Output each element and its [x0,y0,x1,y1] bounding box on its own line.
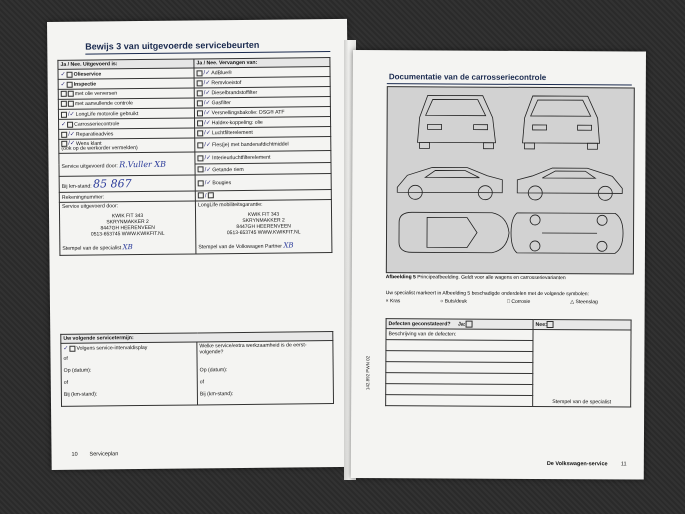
defects-header: Defecten geconstateerd? Ja: [386,319,533,330]
title-rule [85,51,330,55]
description-label-cell: Beschrijving van de defecten: [386,329,533,341]
row-right-9: /✓Getande riem [195,162,331,175]
left-footer-label: Serviceplan [89,451,119,458]
row-left-0: ✓ Olieservice [58,68,194,79]
row-left-7: /✓Wens klant (ook op de werkorder vermelden) [59,138,195,154]
next-work-cell: Welke service/extra werkzaamheid is de eerst-volgende? Op (datum): of Bij (km-stand): [197,341,334,405]
specialist-stamp-cell: Stempel van de specialist [533,329,631,407]
row-right-10: /✓Bougies [195,174,331,191]
row-right-6: /✓Luchtfilterelement [195,127,331,138]
symbol-dent: ○ Buts/deuk [440,298,467,305]
right-footer-label: De Volkswagen-service [546,461,608,468]
col2-header: Ja / Nee. Vervangen van: [194,58,330,68]
next-appointment-table [60,331,334,407]
next-interval-cell: ✓ Volgens service-intervaldisplay of Op (datum): of Bij (km-stand): [61,342,198,406]
defect-line-5 [386,384,533,396]
row-right-3: /✓Gasfilter [194,97,330,108]
right-page-number: 11 [620,461,627,468]
car-diagram [386,86,635,274]
side-code: 142.892 PWN 02 [365,355,371,391]
garage-stamp-2: KWIK FIT 343 SKRYNMAKKER 2 8447GH HEERENVEEN 0513-653745 WWW.KWIKFIT.NL [226,211,301,236]
symbol-legend [386,298,632,305]
right-page-title: Documentatie van de carrosseriecontrole [388,72,547,83]
defect-line-1 [386,340,533,352]
invoice-cell: Rekeningnummer: [59,191,195,202]
left-page-number: 10 [71,451,78,458]
col1-header: Ja / Nee. Uitgevoerd is: [58,59,194,69]
car-outline-svg [387,87,634,273]
row-right-8: /✓Interieurluchtfilterelement [195,151,331,164]
row-left-4: /✓LongLife motorolie gebruikt [58,108,194,119]
row-right-4: /✓Versnellingsbakolie: DSG® ATF [194,107,330,118]
symbol-stone-chip: △ Steenslag [570,299,598,306]
defects-table [385,318,631,407]
left-page [47,19,352,470]
row-right-5: /✓Haldex-koppeling: olie [195,117,331,128]
row-right-0: /✓AdBlue® [194,67,330,78]
row-right-7: /✓Fles(je) met bandenafdichtmiddel [195,137,331,153]
row-left-2: met olie verversen [58,88,194,99]
title-rule-right [387,83,632,85]
defect-line-2 [386,351,533,363]
checkbox-icon [67,71,73,77]
km-cell: Bij km-stand: 85 867 [59,175,195,192]
defects-no-header: Nee: [533,319,631,330]
right-page [351,50,646,480]
left-page-title: Bewijs 3 van uitgevoerde servicebeurten [85,39,260,52]
defect-line-6 [386,395,533,407]
row-right-2: /✓Dieselbrandstoffilter [194,87,330,98]
longlife-stamp-cell: LongLife mobiliteitsgarantie: KWIK FIT 343 SKRYNMAKKER 2 8447GH HEERENVEEN 0513-653745 WWW.KWIKFIT.NL Stempel van de Volkswagen Partner XB [195,199,332,253]
row-right-1: /✓Remvloeistof [194,77,330,88]
next-appointment-title: Uw volgende servicetermijn: [61,332,333,344]
checkbox-icon [197,70,203,76]
checkmark-icon: ✓ [60,71,66,78]
row-left-5: ✓ Carrosseriecontrole [59,118,195,129]
row-right-11: / [195,190,331,201]
checkmark-icon: ✓ [60,81,66,88]
row-left-6: /✓Reparatieadvies [59,128,195,139]
service-by-cell: Service uitgevoerd door: R.Vuller XB [59,152,195,176]
row-left-1: ✓ Inspectie [58,78,194,89]
instruction-text: Uw specialist markeert in Afbeelding 5 beschadigde onderdelen met de volgende symbolen: [385,290,589,298]
service-stamp-cell: Service uitgevoerd door: KWIK FIT 343 SKRYNMAKKER 2 8447GH HEERENVEEN 0513-653745 WWW.KWIKFIT.NL Stempel van de specialist XB [59,201,196,255]
defect-line-4 [386,373,533,385]
figure-caption: Afbeelding 5 Principeafbeelding. Geldt voor alle wagens en carrosserievarianten [385,274,566,282]
service-table [57,57,332,256]
defect-line-3 [386,362,533,374]
symbol-scratch: × Kras [385,298,401,305]
row-left-3: met aanvullende controle [58,98,194,109]
symbol-corrosion: □ Corrosie [506,298,531,305]
garage-stamp: KWIK FIT 343 SKRYNMAKKER 2 8447GH HEERENVEEN 0513-653745 WWW.KWIKFIT.NL [90,212,165,238]
